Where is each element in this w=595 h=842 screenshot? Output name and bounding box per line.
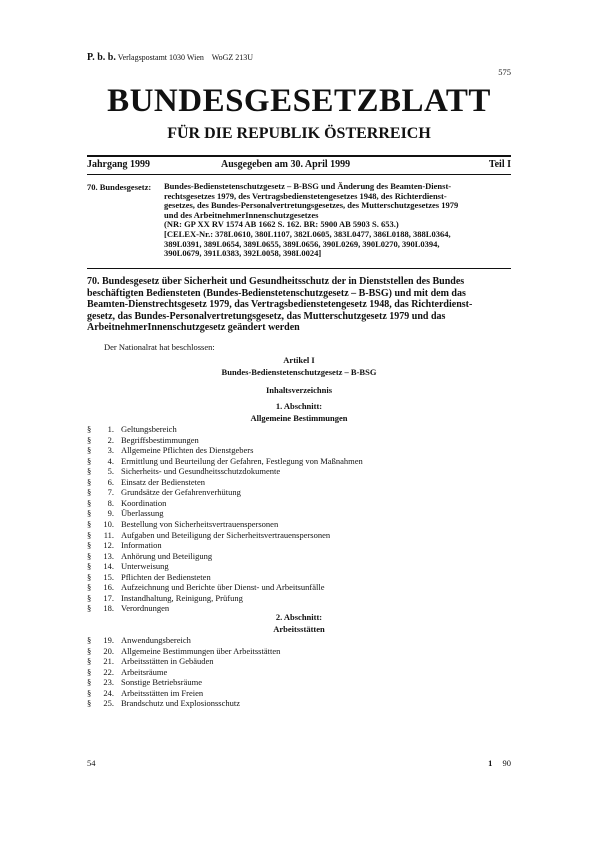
rule-contents	[87, 268, 511, 269]
section-symbol: §	[87, 445, 92, 456]
section-title: Sonstige Betriebsräume	[121, 677, 202, 688]
issue-year: Jahrgang 1999	[87, 159, 151, 170]
section-title: Anwendungsbereich	[121, 635, 191, 645]
section-title: Ermittlung und Beurteilung der Gefahren, Festlegung von Maßnahmen	[121, 455, 363, 466]
section-title: Arbeitsräume	[121, 666, 168, 677]
section-name: Arbeitsstätten	[273, 624, 325, 634]
section-symbol: §	[87, 424, 92, 434]
section-heading: 2. Abschnitt:	[275, 612, 323, 622]
footer-right	[450, 758, 511, 768]
section-symbol: §	[87, 508, 92, 519]
postal-details: Verlagspostamt 1030 Wien WoGZ 213U	[117, 53, 254, 62]
section-number: 17.	[103, 592, 114, 603]
section-number: 14.	[103, 561, 114, 572]
section-number: 13.	[103, 550, 114, 561]
section-symbol: §	[87, 582, 92, 593]
section-title: Geltungsbereich	[121, 424, 177, 434]
contents-line: und des ArbeitnehmerInnenschutzgesetzes	[164, 209, 319, 220]
section-title: Instandhaltung, Reinigung, Prüfung	[121, 592, 243, 603]
page-number-top: 575	[498, 67, 511, 77]
section-title: Verordnungen	[121, 603, 170, 614]
section-title: Grundsätze der Gefahrenverhütung	[121, 487, 241, 498]
section-number: 22.	[103, 666, 114, 677]
section-symbol: §	[87, 529, 92, 540]
section-number: 4.	[107, 455, 114, 466]
section-title: Begriffsbestimmungen	[121, 434, 199, 445]
section-symbol: §	[87, 571, 92, 582]
intro-text: Der Nationalrat hat beschlossen:	[104, 342, 215, 352]
section-number: 20.	[103, 645, 114, 656]
law-title-line: Beamten-Dienstrechtsgesetz 1979, das Vertragsbedienstetengesetz 1948, das Richterdienst-	[87, 299, 473, 311]
section-symbol: §	[87, 677, 92, 688]
section-title: Sicherheits- und Gesundheitsschutzdokumente	[121, 466, 281, 477]
section-symbol: §	[87, 635, 92, 645]
article-name: Bundes-Bedienstetenschutzgesetz – B-BSG	[221, 367, 377, 377]
section-title: Arbeitsstätten in Gebäuden	[121, 656, 214, 667]
law-title-line: beschäftigten Bediensteten (Bundes-Bedienstetenschutzgesetz – B-BSG) und mit dem das	[87, 287, 466, 299]
footer-left: 54	[87, 758, 96, 768]
section-symbol: §	[87, 698, 92, 709]
section-title: Anhörung und Beteiligung	[121, 550, 213, 561]
contents-line: 390L0679, 391L0383, 392L0058, 398L0024]	[164, 248, 322, 259]
section-number: 3.	[107, 445, 114, 456]
section-title: Unterweisung	[121, 561, 169, 572]
issue-part: Teil I	[488, 159, 511, 170]
section-symbol: §	[87, 487, 92, 498]
section-number: 7.	[107, 487, 114, 498]
section-number: 18.	[103, 603, 114, 614]
section-name: Allgemeine Bestimmungen	[250, 413, 348, 423]
section-symbol: §	[87, 455, 92, 466]
masthead-title: BUNDESGESETZBLATT	[107, 83, 491, 119]
issue-date: Ausgegeben am 30. April 1999	[221, 159, 351, 170]
section-symbol: §	[87, 497, 92, 508]
section-symbol: §	[87, 592, 92, 603]
section-number: 12.	[103, 540, 114, 551]
law-title-line: ArbeitnehmerInnenschutzgesetz geändert werden	[87, 322, 300, 334]
section-number: 11.	[103, 529, 114, 540]
contents-line: [CELEX-Nr.: 378L0610, 380L1107, 382L0605, 383L0477, 386L0188, 388L0364,	[164, 228, 451, 239]
section-symbol: §	[87, 561, 92, 572]
section-number: 10.	[103, 518, 114, 529]
toc-heading: Inhaltsverzeichnis	[265, 385, 333, 395]
section-title: Allgemeine Pflichten des Dienstgebers	[121, 445, 254, 456]
section-symbol: §	[87, 666, 92, 677]
contents-line: 389L0391, 389L0654, 389L0655, 389L0656, 390L0269, 390L0270, 390L0394,	[164, 238, 440, 249]
section-number: 5.	[107, 466, 114, 477]
section-number: 2.	[107, 434, 114, 445]
postal-line	[87, 52, 253, 63]
section-number: 6.	[107, 476, 114, 487]
postal-pbb: P. b. b.	[87, 52, 116, 63]
section-symbol: §	[87, 687, 92, 698]
section-title: Aufgaben und Beteiligung der Sicherheitsvertrauenspersonen	[121, 529, 331, 540]
section-symbol: §	[87, 656, 92, 667]
section-symbol: §	[87, 476, 92, 487]
section-symbol: §	[87, 645, 92, 656]
section-number: 15.	[103, 571, 114, 582]
article-heading: Artikel I	[283, 355, 315, 365]
rule-top	[87, 155, 511, 157]
section-number: 9.	[107, 508, 114, 519]
rule-issue	[87, 174, 511, 175]
law-title-line: gesetz, das Bundes-Personalvertretungsgesetz, das Mutterschutzgesetz 1979 und das	[87, 310, 446, 322]
section-number: 25.	[103, 698, 114, 709]
section-symbol: §	[87, 540, 92, 551]
contents-line: Bundes-Bedienstetenschutzgesetz – B-BSG und Änderung des Beamten-Dienst-	[164, 181, 452, 191]
section-title: Einsatz der Bediensteten	[121, 476, 206, 487]
law-title-line: 70. Bundesgesetz über Sicherheit und Gesundheitsschutz der in Dienststellen des Bundes	[87, 276, 465, 287]
section-title: Überlassung	[121, 508, 164, 519]
section-symbol: §	[87, 466, 92, 477]
section-title: Bestellung von Sicherheitsvertrauenspersonen	[121, 518, 279, 529]
section-number: 16.	[103, 582, 114, 593]
section-symbol: §	[87, 550, 92, 561]
section-title: Pflichten der Bediensteten	[121, 571, 211, 582]
section-number: 8.	[107, 497, 114, 508]
masthead-subtitle: FÜR DIE REPUBLIK ÖSTERREICH	[167, 125, 431, 142]
section-symbol: §	[87, 603, 92, 614]
section-title: Allgemeine Bestimmungen über Arbeitsstätten	[121, 645, 281, 656]
section-title: Aufzeichnung und Berichte über Dienst- und Arbeitsunfälle	[121, 582, 325, 593]
section-title: Brandschutz und Explosionsschutz	[121, 698, 240, 709]
section-number: 19.	[103, 635, 114, 645]
footer-right-number: 90	[502, 758, 511, 768]
section-symbol: §	[87, 518, 92, 529]
contents-entry-label: 70. Bundesgesetz:	[87, 182, 152, 192]
contents-entry-text	[164, 182, 511, 259]
section-title: Koordination	[121, 497, 167, 508]
contents-line: gesetzes, des Bundes-Personalvertretungsgesetzes, des Mutterschutzgesetzes 1979	[164, 200, 459, 211]
section-title: Information	[121, 540, 162, 551]
section-number: 23.	[103, 677, 114, 688]
contents-line: (NR: GP XX RV 1574 AB 1662 S. 162. BR: 5900 AB 5903 S. 653.)	[164, 219, 399, 230]
section-heading: 1. Abschnitt:	[275, 401, 323, 411]
section-title: Arbeitsstätten im Freien	[121, 687, 204, 698]
contents-line: rechtsgesetzes 1979, des Vertragsbedienstetengesetzes 1948, des Richterdienst-	[164, 190, 447, 201]
section-number: 21.	[103, 656, 114, 667]
law-title	[87, 276, 511, 334]
footer-right-bold: 1	[488, 758, 493, 768]
section-number: 24.	[103, 687, 114, 698]
section-symbol: §	[87, 434, 92, 445]
section-number: 1.	[107, 424, 114, 434]
